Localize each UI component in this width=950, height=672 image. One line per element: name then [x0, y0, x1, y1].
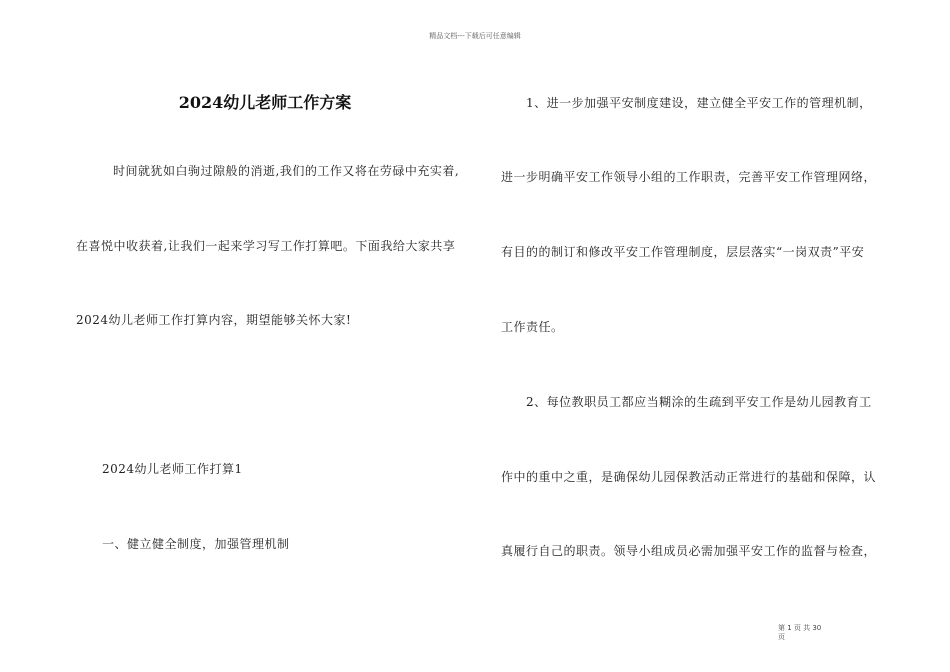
paragraph-line: 作中的重中之重，是确保幼儿园保教活动正常进行的基础和保障，认 [501, 470, 877, 484]
page-header: 精品文档---下载后可任意编辑 [429, 32, 521, 40]
paragraph-line: 在喜悦中收获着,让我们一起来学习写工作打算吧。下面我给大家共享 [76, 239, 456, 253]
paragraph-line: 2024幼儿老师工作打算内容，期望能够关怀大家! [76, 313, 352, 327]
paragraph-line: 有目的的制订和修改平安工作管理制度，层层落实“一岗双责”平安 [501, 245, 865, 259]
paragraph-line: 2、每位教职员工都应当糊涂的生疏到平安工作是幼儿园教育工 [526, 395, 872, 409]
page-number [778, 624, 821, 642]
paragraph-line: 进一步明确平安工作领导小组的工作职责，完善平安工作管理网络， [501, 170, 877, 184]
paragraph-line: 工作责任。 [501, 320, 564, 334]
section-heading: 2024幼儿老师工作打算1 [102, 462, 243, 476]
paragraph-line: 时间就犹如白驹过隙般的消逝,我们的工作又将在劳碌中充实着, [113, 164, 460, 178]
page-number-line1: 第 1 页 共 30 [778, 624, 822, 632]
subsection-heading: 一、健立健全制度，加强管理机制 [102, 537, 290, 551]
paragraph-line: 真履行自己的职责。领导小组成员必需加强平安工作的监督与检查， [501, 544, 877, 558]
document-title: 2024幼儿老师工作方案 [178, 93, 352, 112]
page-number-line2: 页 [778, 633, 785, 641]
paragraph-line: 1、进一步加强平安制度建设，建立健全平安工作的管理机制， [526, 96, 872, 110]
